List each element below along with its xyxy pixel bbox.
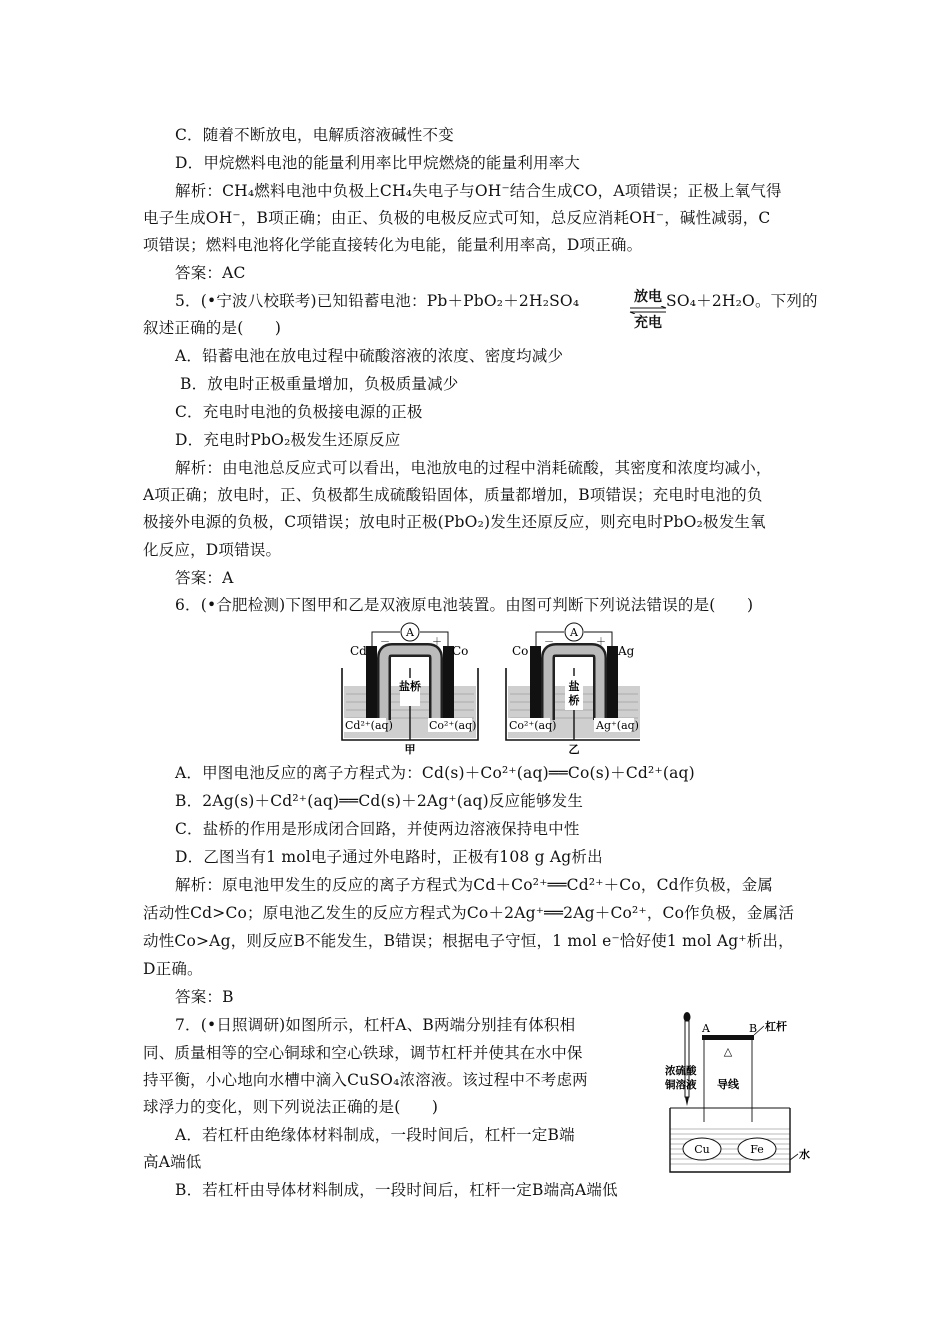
q7-option-a-2: 高A端低	[143, 1153, 202, 1171]
q5-analysis-2: A项正确；放电时，正、负极都生成硫酸铅固体，质量都增加，B项错误；充电时电池的负	[143, 486, 763, 504]
q4-option-d: D．甲烷燃料电池的能量利用率比甲烷燃烧的能量利用率大	[175, 154, 581, 172]
q6-stem: 6．(•合肥检测)下图甲和乙是双液原电池装置。由图可判断下列说法错误的是( )	[175, 596, 754, 614]
charge-label: 充电	[634, 315, 662, 331]
label-a: A	[702, 1022, 710, 1035]
q7-stem-2: 同、质量相等的空心铜球和空心铁球，调节杠杆并使其在水中保	[143, 1044, 583, 1062]
cu-label: Cu	[694, 1143, 710, 1156]
q6-option-d: D．乙图当有1 mol电子通过外电路时，正极有108 g Ag析出	[175, 848, 603, 866]
q6-analysis-3: 动性Co>Ag，则反应B不能发生，B错误；根据电子守恒，1 mol e⁻恰好使1 mol Ag⁺析出，	[143, 932, 794, 950]
water-label: 水	[799, 1148, 810, 1161]
q7-option-a-1: A．若杠杆由绝缘体材料制成，一段时间后，杠杆一定B端	[175, 1126, 575, 1144]
cd-label: Cd	[350, 644, 367, 658]
q5-stem-2: 叙述正确的是( )	[143, 319, 282, 337]
q7-stem-4: 球浮力的变化，则下列说法正确的是( )	[143, 1098, 439, 1116]
svg-text:＋: ＋	[432, 637, 442, 648]
fulcrum-icon: △	[723, 1045, 733, 1058]
co-label: Co	[512, 644, 529, 658]
acid-label-2: 铜溶液	[665, 1079, 697, 1091]
equilibrium-arrow-icon	[628, 306, 668, 314]
label-b: B	[749, 1022, 758, 1035]
q6-option-c: C．盐桥的作用是形成闭合回路，并使两边溶液保持电中性	[175, 820, 580, 838]
q5-stem-1: 5．(•宁波八校联考)已知铅蓄电池：Pb＋PbO₂＋2H₂SO₄	[175, 292, 580, 310]
co-solution-label: Co²⁺(aq)	[509, 719, 557, 732]
q7-stem-3: 持平衡，小心地向水槽中滴入CuSO₄浓溶液。该过程中不考虑两	[143, 1071, 588, 1089]
q5-analysis-1: 解析：由电池总反应式可以看出，电池放电的过程中消耗硫酸，其密度和浓度均减小，	[175, 459, 772, 477]
q6-analysis-2: 活动性Cd>Co；原电池乙发生的反应方程式为Co＋2Ag⁺══2Ag＋Co²⁺，Co作负极，金属活	[143, 904, 795, 922]
q6-analysis-4: D正确。	[143, 960, 203, 978]
q7-stem-1: 7．(•日照调研)如图所示，杠杆A、B两端分别挂有体积相	[175, 1016, 576, 1034]
acid-label-1: 浓硫酸	[665, 1065, 697, 1077]
co-solution-label: Co²⁺(aq)	[429, 719, 477, 732]
cd-solution-label: Cd²⁺(aq)	[345, 719, 393, 732]
caption-yi: 乙	[568, 743, 580, 756]
co-electrode	[530, 646, 541, 718]
q4-option-c: C．随着不断放电，电解质溶液碱性不变	[175, 126, 454, 144]
co-label: Co	[452, 644, 469, 658]
cell-yi	[506, 623, 640, 756]
wire-label: 导线	[717, 1078, 739, 1091]
svg-text:＋: ＋	[596, 637, 606, 648]
salt-bridge-label: 盐	[568, 680, 580, 693]
q4-analysis-2: 电子生成OH⁻，B项正确；由正、负极的电极反应式可知，总反应消耗OH⁻，碱性减弱，C	[143, 209, 771, 227]
svg-text:A: A	[406, 626, 414, 639]
ag-electrode	[607, 646, 618, 718]
q4-analysis-3: 项错误；燃料电池将化学能直接转化为电能，能量利用率高，D项正确。	[143, 236, 643, 254]
svg-text:－: －	[380, 637, 390, 648]
q4-analysis-1: 解析：CH₄燃料电池中负极上CH₄失电子与OH⁻结合生成CO，A项错误；正极上氧气得	[175, 182, 782, 200]
q6-option-b: B．2Ag(s)＋Cd²⁺(aq)══Cd(s)＋2Ag⁺(aq)反应能够发生	[175, 792, 584, 810]
lever-label: 杠杆	[765, 1020, 787, 1033]
q5-stem-1-tail: SO₄＋2H₂O。下列的	[666, 292, 818, 310]
q5-option-c: C．充电时电池的负极接电源的正极	[175, 403, 423, 421]
q6-answer: 答案：B	[175, 988, 234, 1006]
discharge-label: 放电	[634, 289, 662, 305]
q7-option-b: B．若杠杆由导体材料制成，一段时间后，杠杆一定B端高A端低	[175, 1181, 618, 1199]
ag-solution-label: Ag⁺(aq)	[596, 719, 639, 732]
q5-analysis-3: 极接外电源的负极，C项错误；放电时正极(PbO₂)发生还原反应，则充电时PbO₂极发生氧	[143, 513, 766, 531]
lever-balance-figure	[660, 1012, 820, 1180]
q5-option-b: B．放电时正极重量增加，负极质量减少	[180, 375, 459, 393]
caption-jia: 甲	[404, 743, 416, 756]
dropper-icon	[684, 1012, 691, 1106]
galvanic-cells-figure	[340, 622, 640, 756]
q5-option-d: D．充电时PbO₂极发生还原反应	[175, 431, 401, 449]
q4-answer: 答案：AC	[175, 264, 246, 282]
q5-option-a: A．铅蓄电池在放电过程中硫酸溶液的浓度、密度均减少	[175, 347, 564, 365]
cell-jia	[342, 623, 478, 756]
cd-electrode	[366, 646, 377, 718]
lever-bar	[702, 1035, 754, 1040]
q6-analysis-1: 解析：原电池甲发生的反应的离子方程式为Cd＋Co²⁺══Cd²⁺＋Co，Cd作负极，金属	[175, 876, 773, 894]
q5-answer: 答案：A	[175, 569, 234, 587]
q5-analysis-4: 化反应，D项错误。	[143, 541, 282, 559]
salt-bridge-label: 盐桥	[399, 680, 421, 693]
q6-option-a: A．甲图电池反应的离子方程式为：Cd(s)＋Co²⁺(aq)══Co(s)＋Cd²⁺(aq)	[175, 764, 695, 782]
svg-text:桥: 桥	[568, 694, 580, 707]
svg-text:－: －	[544, 637, 554, 648]
ag-label: Ag	[618, 644, 635, 658]
fe-label: Fe	[750, 1143, 764, 1156]
svg-text:A: A	[570, 626, 578, 639]
